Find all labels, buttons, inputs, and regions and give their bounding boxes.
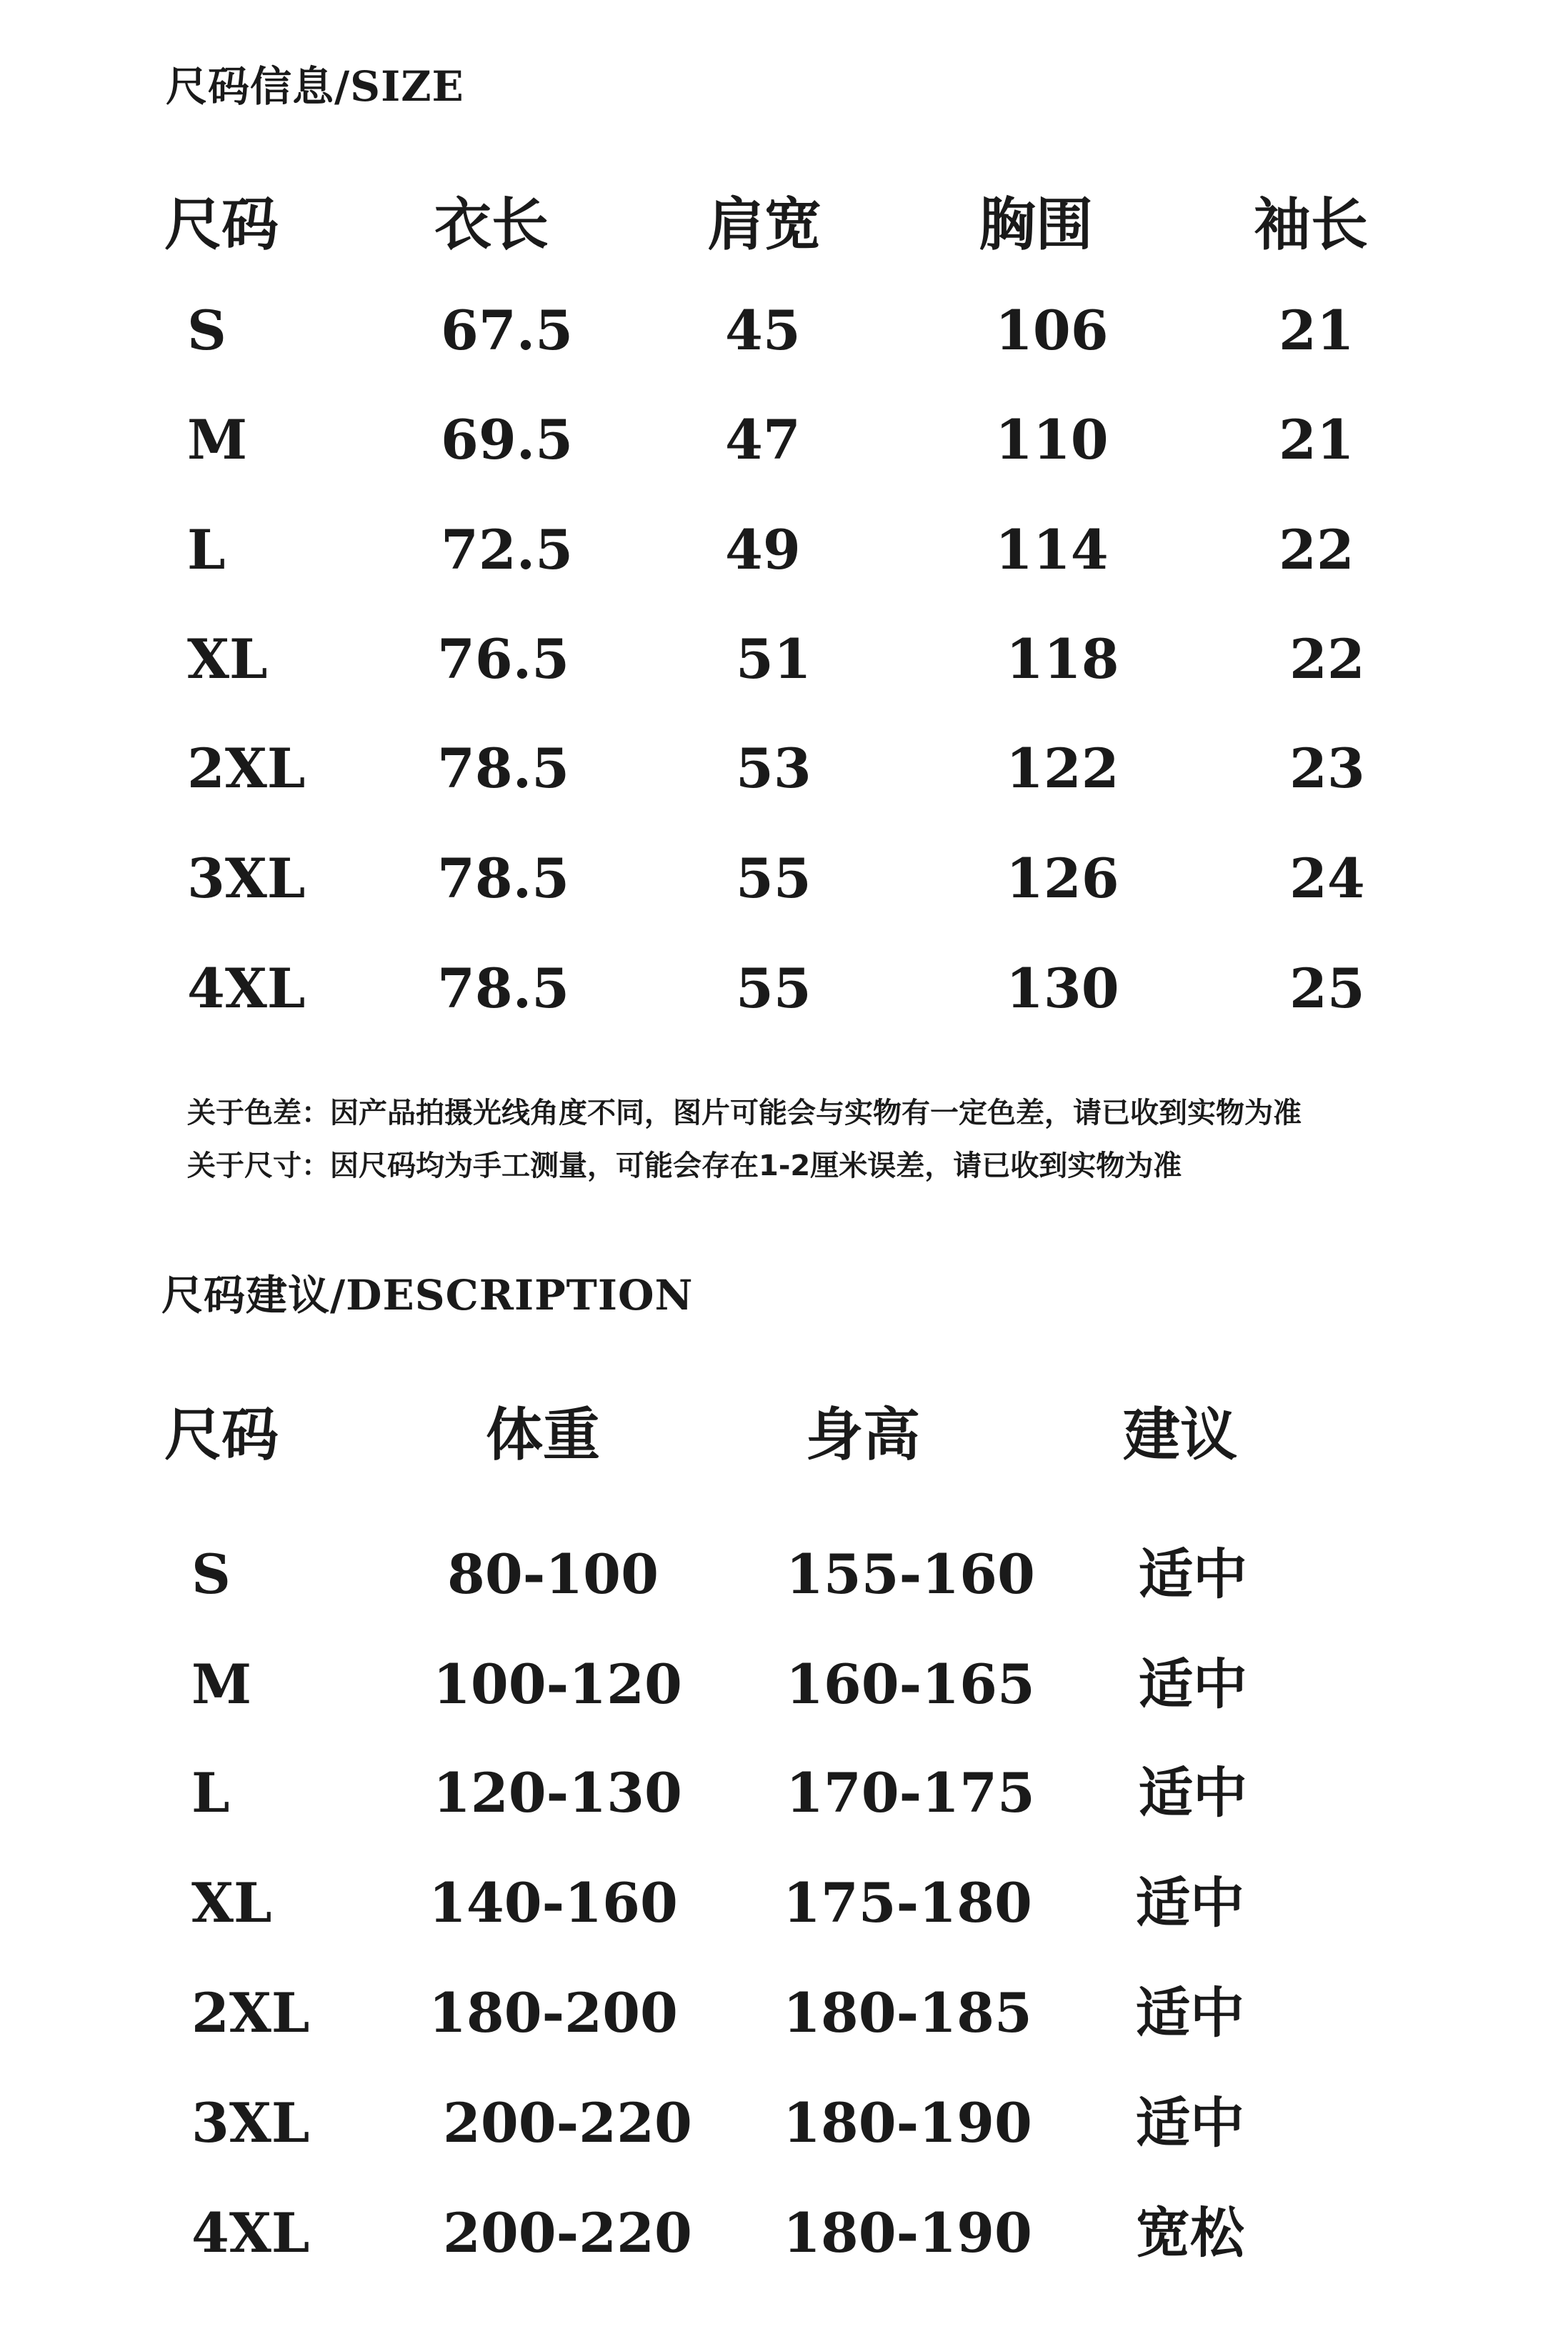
table-row-height: 180-190 — [783, 2201, 1032, 2265]
size-section-title: 尺码信息/SIZE — [166, 62, 464, 111]
table-row-weight: 200-220 — [443, 2091, 692, 2155]
desc-header-weight: 体重 — [486, 1401, 600, 1468]
table-row-size: 2XL — [191, 1981, 310, 2045]
table-row-size: M — [187, 408, 248, 472]
table-row-chest: 114 — [995, 518, 1109, 582]
table-row-shoulder: 45 — [725, 299, 801, 362]
color-difference-note: 关于色差：因产品拍摄光线角度不同，图片可能会与实物有一定色差，请已收到实物为准 — [187, 1097, 1302, 1129]
table-row-length: 72.5 — [441, 518, 574, 582]
table-row-size: XL — [191, 1871, 272, 1935]
table-row-length: 78.5 — [437, 847, 570, 910]
size-header-sleeve: 袖长 — [1254, 191, 1368, 258]
table-row-length: 76.5 — [437, 627, 570, 691]
table-row-weight: 140-160 — [429, 1871, 678, 1935]
table-row-size: 4XL — [187, 957, 306, 1020]
table-row-height: 170-175 — [786, 1761, 1035, 1825]
desc-header-advice: 建议 — [1123, 1401, 1237, 1468]
table-row-size: XL — [187, 627, 268, 691]
table-row-size: 4XL — [191, 2201, 310, 2265]
table-row-size: 3XL — [187, 847, 306, 910]
table-row-length: 69.5 — [441, 408, 574, 472]
table-row-height: 180-190 — [783, 2091, 1032, 2155]
table-row-height: 155-160 — [786, 1542, 1035, 1606]
table-row-sleeve: 22 — [1289, 627, 1365, 691]
table-row-advice: 适中 — [1139, 1761, 1247, 1825]
table-row-chest: 110 — [995, 408, 1109, 472]
table-row-sleeve: 22 — [1279, 518, 1354, 582]
table-row-size: L — [191, 1761, 230, 1825]
table-row-sleeve: 21 — [1279, 299, 1354, 362]
table-row-weight: 180-200 — [429, 1981, 678, 2045]
table-row-weight: 100-120 — [433, 1652, 682, 1716]
table-row-chest: 106 — [995, 299, 1109, 362]
table-row-size: 2XL — [187, 737, 306, 800]
table-row-shoulder: 47 — [725, 408, 801, 472]
table-row-sleeve: 23 — [1289, 737, 1365, 800]
table-row-size: S — [187, 299, 226, 362]
table-row-weight: 80-100 — [447, 1542, 659, 1606]
table-row-chest: 130 — [1006, 957, 1119, 1020]
table-row-height: 180-185 — [783, 1981, 1032, 2045]
size-measurement-note: 关于尺寸：因尺码均为手工测量，可能会存在1-2厘米误差，请已收到实物为准 — [187, 1149, 1182, 1182]
table-row-shoulder: 49 — [725, 518, 801, 582]
table-row-advice: 适中 — [1136, 1871, 1244, 1935]
table-row-sleeve: 25 — [1289, 957, 1365, 1020]
table-row-length: 78.5 — [437, 737, 570, 800]
table-row-length: 67.5 — [441, 299, 574, 362]
table-row-size: S — [191, 1542, 231, 1606]
size-header-chest: 胸围 — [979, 191, 1093, 258]
table-row-size: L — [187, 518, 226, 582]
table-row-shoulder: 55 — [736, 957, 812, 1020]
size-header-length: 衣长 — [434, 191, 549, 258]
table-row-chest: 126 — [1006, 847, 1119, 910]
table-row-advice: 适中 — [1136, 2091, 1244, 2155]
table-row-shoulder: 51 — [736, 627, 812, 691]
table-row-weight: 120-130 — [433, 1761, 682, 1825]
table-row-weight: 200-220 — [443, 2201, 692, 2265]
table-row-height: 175-180 — [783, 1871, 1032, 1935]
table-row-sleeve: 24 — [1289, 847, 1365, 910]
desc-header-height: 身高 — [806, 1401, 920, 1468]
table-row-size: 3XL — [191, 2091, 310, 2155]
table-row-advice: 适中 — [1139, 1652, 1247, 1716]
table-row-shoulder: 53 — [736, 737, 812, 800]
table-row-size: M — [191, 1652, 252, 1716]
description-section-title: 尺码建议/DESCRIPTION — [161, 1271, 694, 1320]
table-row-advice: 适中 — [1136, 1981, 1244, 2045]
size-header-size: 尺码 — [164, 191, 279, 258]
table-row-chest: 122 — [1006, 737, 1119, 800]
size-header-shoulder: 肩宽 — [707, 191, 822, 258]
table-row-height: 160-165 — [786, 1652, 1035, 1716]
table-row-shoulder: 55 — [736, 847, 812, 910]
table-row-advice: 宽松 — [1136, 2201, 1244, 2265]
table-row-chest: 118 — [1006, 627, 1119, 691]
table-row-sleeve: 21 — [1279, 408, 1354, 472]
table-row-length: 78.5 — [437, 957, 570, 1020]
table-row-advice: 适中 — [1139, 1542, 1247, 1606]
desc-header-size: 尺码 — [164, 1401, 279, 1468]
